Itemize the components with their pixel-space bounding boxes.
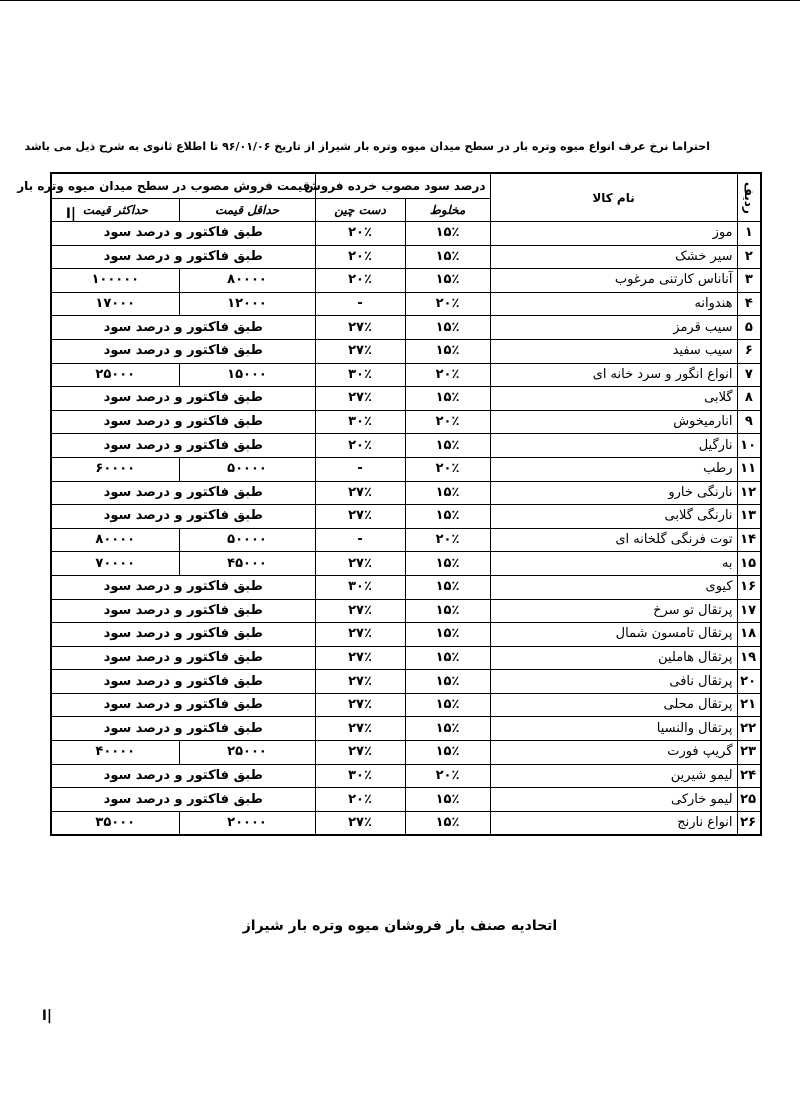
mixed-profit: ۱۵٪ bbox=[405, 646, 490, 670]
min-price: ۲۰۰۰۰ bbox=[179, 811, 315, 835]
table-row bbox=[51, 481, 761, 505]
table-row bbox=[51, 245, 761, 269]
max-price: ۶۰۰۰۰ bbox=[51, 457, 179, 481]
table-row bbox=[51, 292, 761, 316]
handpicked-profit: ۲۷٪ bbox=[315, 599, 405, 623]
table-row bbox=[51, 788, 761, 812]
mixed-profit: ۲۰٪ bbox=[405, 292, 490, 316]
price-table-body bbox=[51, 222, 761, 836]
table-row bbox=[51, 457, 761, 481]
table-row bbox=[51, 410, 761, 434]
row-number: ۶ bbox=[737, 339, 761, 363]
max-price: ۸۰۰۰۰ bbox=[51, 528, 179, 552]
item-name: پرتقال تو سرخ bbox=[490, 599, 737, 623]
price-per-invoice: طبق فاکتور و درصد سود bbox=[51, 788, 315, 812]
mixed-profit: ۱۵٪ bbox=[405, 222, 490, 246]
item-name: رطب bbox=[490, 457, 737, 481]
item-name: سیب قرمز bbox=[490, 316, 737, 340]
min-price: ۱۲۰۰۰ bbox=[179, 292, 315, 316]
header-profit-group: درصد سود مصوب خرده فروش bbox=[315, 173, 490, 199]
handpicked-profit: ۲۷٪ bbox=[315, 693, 405, 717]
table-row bbox=[51, 623, 761, 647]
mixed-profit: ۱۵٪ bbox=[405, 599, 490, 623]
row-number: ۲۵ bbox=[737, 788, 761, 812]
price-table bbox=[17, 172, 762, 836]
table-row bbox=[51, 505, 761, 529]
header-min-price: حداقل قیمت bbox=[179, 199, 315, 222]
price-per-invoice: طبق فاکتور و درصد سود bbox=[51, 764, 315, 788]
table-row bbox=[51, 646, 761, 670]
row-number: ۱۴ bbox=[737, 528, 761, 552]
handpicked-profit: ۲۷٪ bbox=[315, 552, 405, 576]
row-number: ۲۲ bbox=[737, 717, 761, 741]
max-price: ۳۵۰۰۰ bbox=[51, 811, 179, 835]
handpicked-profit: ۲۷٪ bbox=[315, 646, 405, 670]
handpicked-profit: - bbox=[315, 457, 405, 481]
handpicked-profit: ۲۷٪ bbox=[315, 623, 405, 647]
margin-mark: ا| bbox=[66, 206, 76, 222]
min-price: ۵۰۰۰۰ bbox=[179, 528, 315, 552]
min-price: ۸۰۰۰۰ bbox=[179, 269, 315, 293]
header-price-group: قیمت فروش مصوب در سطح میدان میوه وتره بار bbox=[51, 173, 315, 199]
price-per-invoice: طبق فاکتور و درصد سود bbox=[51, 245, 315, 269]
handpicked-profit: ۲۷٪ bbox=[315, 316, 405, 340]
handpicked-profit: ۲۰٪ bbox=[315, 269, 405, 293]
handpicked-profit: ۳۰٪ bbox=[315, 363, 405, 387]
mixed-profit: ۱۵٪ bbox=[405, 741, 490, 765]
row-number: ۱ bbox=[737, 222, 761, 246]
item-name: کیوی bbox=[490, 575, 737, 599]
table-row bbox=[51, 552, 761, 576]
handpicked-profit: ۲۷٪ bbox=[315, 717, 405, 741]
handpicked-profit: ۲۰٪ bbox=[315, 222, 405, 246]
price-per-invoice: طبق فاکتور و درصد سود bbox=[51, 387, 315, 411]
row-number: ۷ bbox=[737, 363, 761, 387]
item-name: پرتقال هاملین bbox=[490, 646, 737, 670]
table-row bbox=[51, 717, 761, 741]
handpicked-profit: ۲۷٪ bbox=[315, 339, 405, 363]
header-handpicked: دست چین bbox=[315, 199, 405, 222]
mixed-profit: ۱۵٪ bbox=[405, 245, 490, 269]
mixed-profit: ۱۵٪ bbox=[405, 505, 490, 529]
row-number: ۱۹ bbox=[737, 646, 761, 670]
mixed-profit: ۱۵٪ bbox=[405, 717, 490, 741]
row-number: ۱۵ bbox=[737, 552, 761, 576]
price-per-invoice: طبق فاکتور و درصد سود bbox=[51, 646, 315, 670]
row-number: ۲۴ bbox=[737, 764, 761, 788]
table-row bbox=[51, 575, 761, 599]
item-name: سیر خشک bbox=[490, 245, 737, 269]
row-number: ۵ bbox=[737, 316, 761, 340]
table-row bbox=[51, 316, 761, 340]
price-per-invoice: طبق فاکتور و درصد سود bbox=[51, 717, 315, 741]
handpicked-profit: ۲۰٪ bbox=[315, 788, 405, 812]
max-price: ۷۰۰۰۰ bbox=[51, 552, 179, 576]
item-name: به bbox=[490, 552, 737, 576]
table-row bbox=[51, 741, 761, 765]
max-price: ۲۵۰۰۰ bbox=[51, 363, 179, 387]
mixed-profit: ۱۵٪ bbox=[405, 811, 490, 835]
mixed-profit: ۲۰٪ bbox=[405, 410, 490, 434]
min-price: ۱۵۰۰۰ bbox=[179, 363, 315, 387]
header-row-no: ردیف bbox=[737, 173, 761, 222]
row-number: ۸ bbox=[737, 387, 761, 411]
row-number: ۱۰ bbox=[737, 434, 761, 458]
mixed-profit: ۲۰٪ bbox=[405, 363, 490, 387]
min-price: ۴۵۰۰۰ bbox=[179, 552, 315, 576]
item-name: توت فرنگی گلخانه ای bbox=[490, 528, 737, 552]
handpicked-profit: - bbox=[315, 528, 405, 552]
handpicked-profit: ۳۰٪ bbox=[315, 575, 405, 599]
mixed-profit: ۱۵٪ bbox=[405, 670, 490, 694]
header-item-name: نام کالا bbox=[490, 173, 737, 222]
item-name: هندوانه bbox=[490, 292, 737, 316]
price-per-invoice: طبق فاکتور و درصد سود bbox=[51, 670, 315, 694]
table-row bbox=[51, 693, 761, 717]
mixed-profit: ۱۵٪ bbox=[405, 339, 490, 363]
handpicked-profit: ۲۷٪ bbox=[315, 505, 405, 529]
handpicked-profit: ۲۰٪ bbox=[315, 434, 405, 458]
handpicked-profit: ۲۷٪ bbox=[315, 387, 405, 411]
item-name: انواع نارنج bbox=[490, 811, 737, 835]
handpicked-profit: ۳۰٪ bbox=[315, 764, 405, 788]
item-name: پرتقال والنسیا bbox=[490, 717, 737, 741]
table-row bbox=[51, 811, 761, 835]
mixed-profit: ۱۵٪ bbox=[405, 269, 490, 293]
mixed-profit: ۱۵٪ bbox=[405, 387, 490, 411]
min-price: ۲۵۰۰۰ bbox=[179, 741, 315, 765]
item-name: آناناس کارتنی مرغوب bbox=[490, 269, 737, 293]
mixed-profit: ۲۰٪ bbox=[405, 528, 490, 552]
row-number: ۱۱ bbox=[737, 457, 761, 481]
row-number: ۱۲ bbox=[737, 481, 761, 505]
intro-text: احتراما نرخ عرف انواع میوه وتره بار در سطح میدان میوه وتره بار شیراز از تاریخ ۹۶/۰۱/۰۶ تا اطلاع ثانوی به شرح ذیل می باشد bbox=[24, 140, 710, 153]
max-price: ۱۷۰۰۰ bbox=[51, 292, 179, 316]
mixed-profit: ۲۰٪ bbox=[405, 457, 490, 481]
row-number: ۲۳ bbox=[737, 741, 761, 765]
price-per-invoice: طبق فاکتور و درصد سود bbox=[51, 481, 315, 505]
handpicked-profit: ۲۷٪ bbox=[315, 481, 405, 505]
mixed-profit: ۱۵٪ bbox=[405, 316, 490, 340]
price-per-invoice: طبق فاکتور و درصد سود bbox=[51, 505, 315, 529]
row-number: ۲ bbox=[737, 245, 761, 269]
price-per-invoice: طبق فاکتور و درصد سود bbox=[51, 339, 315, 363]
mixed-profit: ۱۵٪ bbox=[405, 693, 490, 717]
mixed-profit: ۱۵٪ bbox=[405, 788, 490, 812]
price-per-invoice: طبق فاکتور و درصد سود bbox=[51, 410, 315, 434]
table-row bbox=[51, 528, 761, 552]
row-number: ۲۱ bbox=[737, 693, 761, 717]
row-number: ۳ bbox=[737, 269, 761, 293]
item-name: نارنگی خارو bbox=[490, 481, 737, 505]
mixed-profit: ۱۵٪ bbox=[405, 481, 490, 505]
top-rule bbox=[0, 0, 800, 4]
item-name: لیمو خارکی bbox=[490, 788, 737, 812]
max-price: ۱۰۰۰۰۰ bbox=[51, 269, 179, 293]
item-name: گریپ فورت bbox=[490, 741, 737, 765]
handpicked-profit: ۲۷٪ bbox=[315, 670, 405, 694]
handpicked-profit: ۳۰٪ bbox=[315, 410, 405, 434]
table-row bbox=[51, 363, 761, 387]
handpicked-profit: ۲۷٪ bbox=[315, 811, 405, 835]
row-number: ۴ bbox=[737, 292, 761, 316]
row-number: ۹ bbox=[737, 410, 761, 434]
item-name: انواع انگور و سرد خانه ای bbox=[490, 363, 737, 387]
row-number: ۱۸ bbox=[737, 623, 761, 647]
price-per-invoice: طبق فاکتور و درصد سود bbox=[51, 316, 315, 340]
row-number: ۱۷ bbox=[737, 599, 761, 623]
row-number: ۱۶ bbox=[737, 575, 761, 599]
mixed-profit: ۱۵٪ bbox=[405, 434, 490, 458]
item-name: نارگیل bbox=[490, 434, 737, 458]
mixed-profit: ۲۰٪ bbox=[405, 764, 490, 788]
margin-mark: ا| bbox=[42, 1008, 52, 1024]
table-row bbox=[51, 269, 761, 293]
row-number: ۲۶ bbox=[737, 811, 761, 835]
table-row bbox=[51, 222, 761, 246]
table-row bbox=[51, 764, 761, 788]
mixed-profit: ۱۵٪ bbox=[405, 552, 490, 576]
item-name: موز bbox=[490, 222, 737, 246]
row-number: ۲۰ bbox=[737, 670, 761, 694]
handpicked-profit: ۲۰٪ bbox=[315, 245, 405, 269]
mixed-profit: ۱۵٪ bbox=[405, 575, 490, 599]
header-max-price: حداکثر قیمت bbox=[51, 199, 179, 222]
footer-signature: اتحادیه صنف بار فروشان میوه وتره بار شیراز bbox=[242, 918, 558, 934]
table-row bbox=[51, 387, 761, 411]
price-per-invoice: طبق فاکتور و درصد سود bbox=[51, 434, 315, 458]
max-price: ۴۰۰۰۰ bbox=[51, 741, 179, 765]
item-name: پرتقال نافی bbox=[490, 670, 737, 694]
item-name: گلابی bbox=[490, 387, 737, 411]
price-per-invoice: طبق فاکتور و درصد سود bbox=[51, 623, 315, 647]
handpicked-profit: ۲۷٪ bbox=[315, 741, 405, 765]
table-row bbox=[51, 599, 761, 623]
table-row bbox=[51, 339, 761, 363]
mixed-profit: ۱۵٪ bbox=[405, 623, 490, 647]
item-name: لیمو شیرین bbox=[490, 764, 737, 788]
item-name: پرتقال محلی bbox=[490, 693, 737, 717]
header-mixed: مخلوط bbox=[405, 199, 490, 222]
price-per-invoice: طبق فاکتور و درصد سود bbox=[51, 575, 315, 599]
item-name: سیب سفید bbox=[490, 339, 737, 363]
min-price: ۵۰۰۰۰ bbox=[179, 457, 315, 481]
table-row bbox=[51, 670, 761, 694]
price-per-invoice: طبق فاکتور و درصد سود bbox=[51, 599, 315, 623]
table-row bbox=[51, 434, 761, 458]
row-number: ۱۳ bbox=[737, 505, 761, 529]
item-name: انارمیخوش bbox=[490, 410, 737, 434]
item-name: نارنگی گلابی bbox=[490, 505, 737, 529]
price-per-invoice: طبق فاکتور و درصد سود bbox=[51, 693, 315, 717]
item-name: پرتقال تامسون شمال bbox=[490, 623, 737, 647]
price-per-invoice: طبق فاکتور و درصد سود bbox=[51, 222, 315, 246]
handpicked-profit: - bbox=[315, 292, 405, 316]
